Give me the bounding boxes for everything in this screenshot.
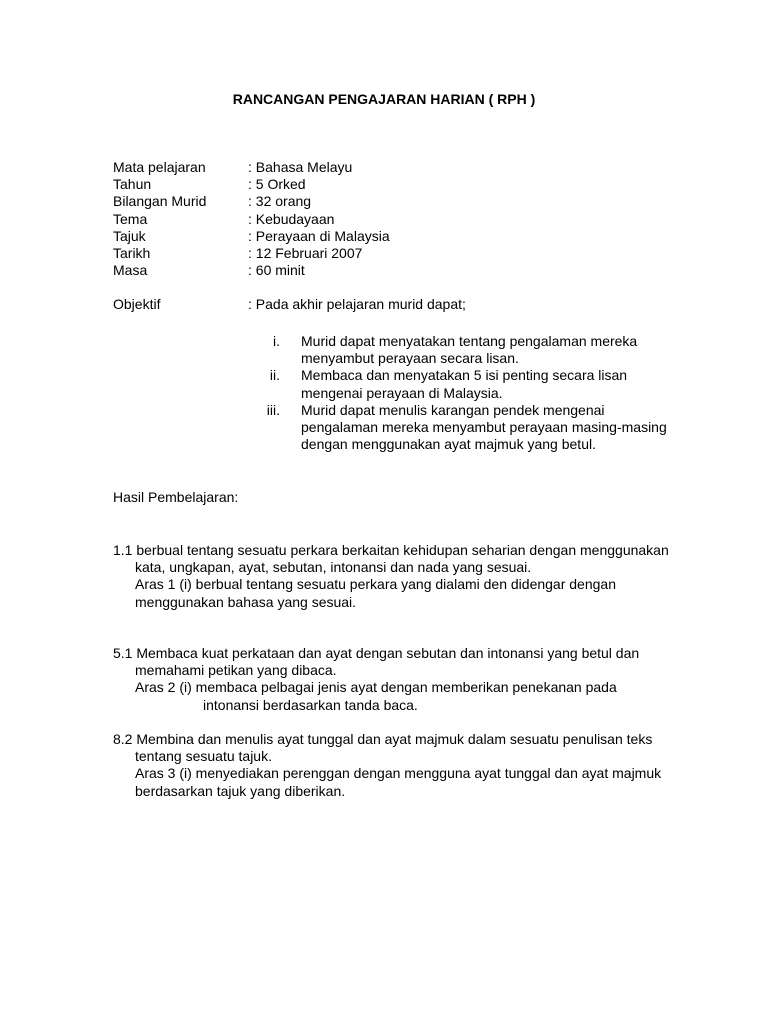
info-value: : Bahasa Melayu [248, 159, 353, 175]
list-item-text: Murid dapat menulis karangan pendek mengenai pengalaman mereka menyambut perayaan masing-masing dengan menggunakan ayat majmuk yang betul. [301, 401, 667, 453]
info-label: Tema [113, 210, 148, 227]
outcome-statement: 1.1 berbual tentang sesuatu perkara berkaitan kehidupan seharian dengan menggunakan kata, ungkapan, ayat, sebutan, intonansi dan nada yang sesuai. [113, 542, 669, 576]
document-title: RANCANGAN PENGAJARAN HARIAN ( RPH ) [232, 91, 536, 107]
info-label: Tahun [113, 176, 152, 193]
info-label: Mata pelajaran [113, 159, 206, 175]
objective-intro: : Pada akhir pelajaran murid dapat; [248, 296, 466, 312]
info-label: Bilangan Murid [113, 193, 207, 210]
info-row-subject [113, 159, 390, 176]
learning-outcomes-heading: Hasil Pembelajaran: [113, 489, 239, 505]
info-value: : Kebudayaan [248, 210, 335, 227]
list-item-text: Murid dapat menyatakan tentang pengalaman mereka menyambut perayaan secara lisan. [301, 333, 638, 367]
info-row-year [113, 176, 390, 193]
learning-outcome [113, 645, 673, 714]
info-label: Tarikh [113, 244, 151, 261]
learning-outcome [113, 731, 673, 800]
outcome-statement: 8.2 Membina dan menulis ayat tunggal dan ayat majmuk dalam sesuatu penulisan teks tentang sesuatu tajuk. [113, 731, 653, 765]
info-row-duration [113, 262, 390, 279]
info-row-student-count [113, 193, 390, 210]
outcome-level: Aras 2 (i) membaca pelbagai jenis ayat dengan memberikan penekanan pada intonansi berdasarkan tanda baca. [135, 679, 617, 713]
list-item [250, 402, 670, 454]
info-label: Masa [113, 262, 148, 279]
outcome-level: Aras 3 (i) menyediakan perenggan dengan mengguna ayat tunggal dan ayat majmuk berdasarkan tajuk yang diberikan. [135, 765, 662, 799]
outcome-statement: 5.1 Membaca kuat perkataan dan ayat dengan sebutan dan intonansi yang betul dan memahami petikan yang dibaca. [113, 645, 640, 679]
info-value: : 32 orang [248, 193, 312, 210]
list-item-number: ii. [269, 367, 280, 384]
list-item-number: i. [273, 333, 280, 349]
info-label: Tajuk [113, 227, 146, 244]
info-value: : 5 Orked [248, 176, 306, 193]
objective-label: Objektif [113, 296, 161, 312]
objective-list [250, 333, 670, 453]
lesson-info-table [113, 159, 390, 279]
list-item [250, 333, 670, 367]
learning-outcome [113, 542, 673, 611]
info-row-date [113, 245, 390, 262]
info-row-topic [113, 228, 390, 245]
info-value: : 60 minit [248, 262, 305, 279]
info-value: : 12 Februari 2007 [248, 244, 363, 261]
info-value: : Perayaan di Malaysia [248, 227, 390, 244]
list-item [250, 367, 670, 401]
outcome-level: Aras 1 (i) berbual tentang sesuatu perkara yang dialami den didengar dengan menggunakan bahasa yang sesuai. [135, 576, 616, 610]
objective-row [113, 296, 466, 313]
info-row-theme [113, 211, 390, 228]
list-item-text: Membaca dan menyatakan 5 isi penting secara lisan mengenai perayaan di Malaysia. [301, 367, 628, 401]
list-item-number: iii. [266, 401, 280, 418]
